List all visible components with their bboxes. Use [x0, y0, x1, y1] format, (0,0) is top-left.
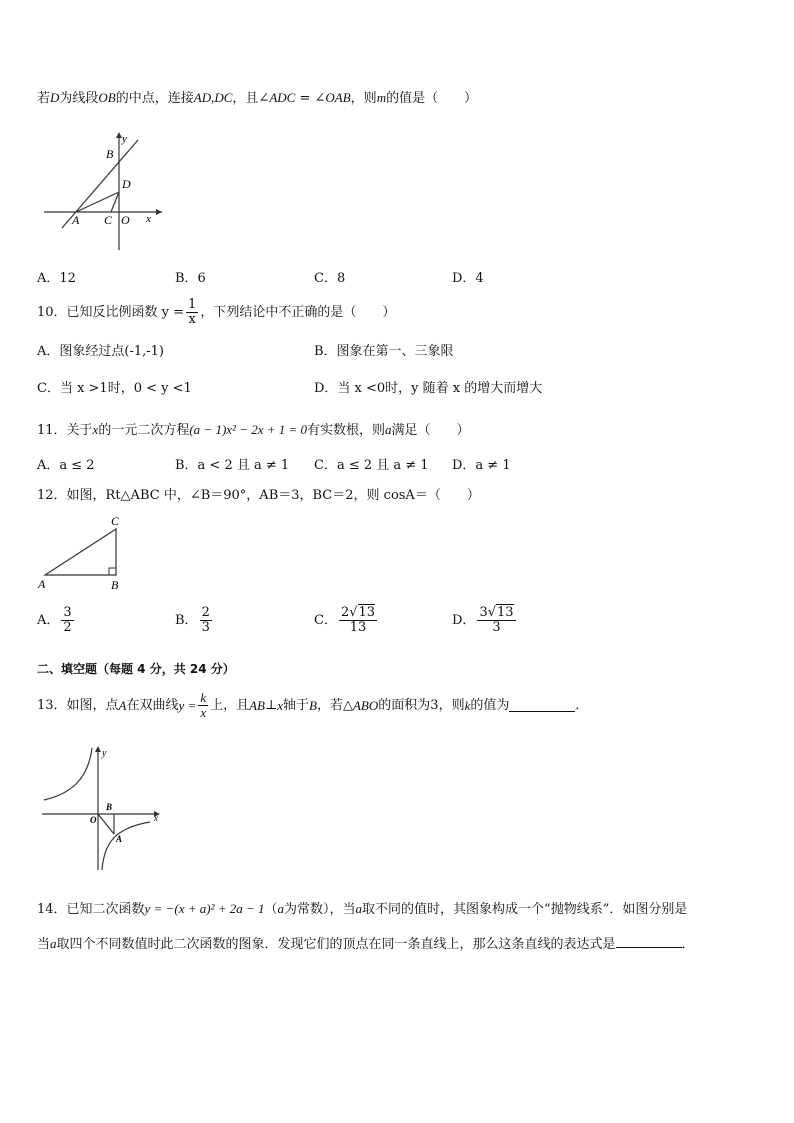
q11-option-a[interactable]: A．a ≤ 2 — [37, 458, 95, 473]
q12-triangle-figure — [36, 512, 131, 592]
q10-stem: 10．已知反比例函数 y = $\frac{1}{x}$ ，下列结论中不正确的是（ ） — [37, 297, 396, 327]
q11-option-c[interactable]: C．a ≤ 2 且 a ≠ 1 — [314, 458, 429, 473]
label-x: x — [146, 213, 151, 225]
q9-figure — [40, 128, 170, 253]
label-A: A — [116, 834, 123, 844]
triangle-abc — [45, 529, 116, 575]
q12-stem: 12．如图，Rt△ABC 中，∠B＝90°，AB＝3，BC＝2，则 cosA＝（ ） — [37, 488, 480, 503]
q13-stem: 13．如图，点 A 在双曲线 y = $\frac{k}{x}$ 上，且 AB ⊥ x 轴于 B ，若△ ABO 的面积为 3 ，则 k 的值为 ． — [37, 690, 589, 720]
label-B: B — [106, 802, 113, 812]
q10-option-c[interactable]: C．当 x >1时，0 < y <1 — [37, 381, 192, 396]
q9-option-d[interactable]: D．4 — [452, 271, 484, 286]
q9-option-c[interactable]: C．8 — [314, 271, 346, 286]
q10-option-a[interactable]: A．图象经过点(-1,-1) — [37, 344, 164, 359]
label-O: O — [121, 213, 130, 227]
section-heading: 二、填空题（每题 4 分，共 24 分） — [37, 662, 235, 676]
segment-OA — [98, 814, 114, 834]
q11-stem: 11．关于x的一元二次方程(a − 1)x² − 2x + 1 = 0有实数根，则a满足（ ） — [37, 422, 470, 438]
q12-option-a[interactable]: A． $\frac{3}{2}$ — [37, 605, 72, 635]
label-D: D — [122, 177, 131, 191]
label-y: y — [122, 133, 127, 145]
label-C: C — [111, 514, 120, 528]
label-O: O — [90, 815, 97, 825]
q9-option-b[interactable]: B．6 — [175, 271, 206, 286]
right-angle-mark — [109, 568, 116, 575]
label-x: x — [154, 813, 158, 823]
q11-option-d[interactable]: D．a ≠ 1 — [452, 458, 511, 473]
label-A: A — [72, 213, 80, 227]
q9-stem: 若D为线段OB的中点，连接AD,DC，且∠ADC = ∠OAB，则m的值是（ ） — [37, 90, 478, 106]
label-B: B — [111, 578, 119, 592]
q14-line-2: 当a取四个不同数值时此二次函数的图象．发现它们的顶点在同一条直线上，那么这条直线的表达式是 ． — [37, 936, 695, 952]
q12-option-d[interactable]: D． $\frac{3√13}{3}$ — [452, 605, 514, 635]
y-axis-arrow — [95, 746, 101, 752]
q14-line-1: 14．已知二次函数y = −(x + a)² + 2a − 1（a为常数），当a取不同的值时，其图象构成一个“抛物线系”．如图分别是 — [37, 901, 688, 917]
branch-fourth-quadrant — [102, 822, 150, 870]
q12-option-b[interactable]: B． $\frac{2}{3}$ — [175, 605, 210, 635]
q11-option-b[interactable]: B．a < 2 且 a ≠ 1 — [175, 458, 290, 473]
q13-hyperbola-figure — [40, 744, 165, 874]
label-B: B — [106, 147, 114, 161]
q9-option-a[interactable]: A．12 — [37, 271, 76, 286]
q10-option-b[interactable]: B．图象在第一、三象限 — [314, 344, 454, 359]
q10-fraction: $\frac{1}{x}$ — [188, 297, 197, 327]
label-C: C — [104, 213, 113, 227]
branch-second-quadrant — [44, 748, 92, 800]
q12-option-c[interactable]: C． $\frac{2√13}{13}$ — [314, 605, 376, 635]
q14-answer-blank[interactable] — [616, 935, 682, 948]
q10-option-d[interactable]: D．当 x <0时，y 随着 x 的增大而增大 — [314, 381, 543, 396]
label-A: A — [38, 577, 46, 591]
q13-answer-blank[interactable] — [509, 699, 575, 712]
x-axis-arrow — [156, 209, 162, 215]
label-y: y — [102, 748, 107, 759]
